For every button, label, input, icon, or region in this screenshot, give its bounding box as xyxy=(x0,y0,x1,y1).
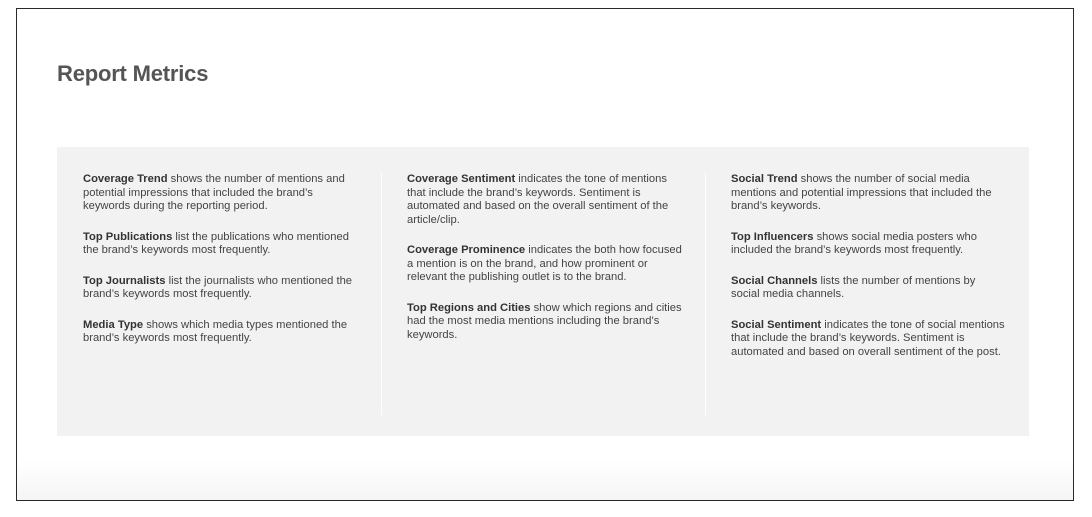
metric-social-trend xyxy=(731,173,1007,214)
metric-description: indicates the both how focused a mention is on the brand, and how prominent or relevant the publishing outlet is to the brand. xyxy=(407,244,682,283)
metrics-column-social xyxy=(705,147,1029,436)
metric-description: indicates the tone of social mentions that include the brand’s keywords. Sentiment is automated and based on overall sentiment of the post. xyxy=(731,318,1005,358)
metric-coverage-trend xyxy=(83,173,359,214)
bottom-shadow xyxy=(17,460,1073,500)
metric-description: shows the number of mentions and potential impressions that included the brand’s keywords during the reporting period. xyxy=(83,173,345,212)
metric-top-influencers xyxy=(731,231,1007,258)
metric-description: list the publications who mentioned the brand’s keywords most frequently. xyxy=(83,230,349,256)
metric-term: Coverage Trend xyxy=(83,173,168,185)
metric-description: lists the number of mentions by social media channels. xyxy=(731,274,976,300)
metric-description: shows social media posters who included the brand’s keywords most frequently. xyxy=(731,230,978,256)
metric-media-type xyxy=(83,319,359,346)
metric-social-sentiment xyxy=(731,319,1007,360)
metric-coverage-sentiment xyxy=(407,173,683,227)
metric-description: indicates the tone of mentions that include the brand’s keywords. Sentiment is automated and based on the overall sentiment of the article/clip. xyxy=(407,173,669,226)
metric-top-publications xyxy=(83,231,359,258)
metric-term: Coverage Sentiment xyxy=(407,173,516,185)
metric-term: Media Type xyxy=(83,318,144,331)
metric-coverage-prominence xyxy=(407,244,683,285)
metric-term: Top Regions and Cities xyxy=(407,301,531,314)
metric-description: show which regions and cities had the most media mentions including the brand’s keywords. xyxy=(407,301,682,341)
metric-term: Social Sentiment xyxy=(731,318,822,331)
metric-term: Social Channels xyxy=(731,274,818,287)
metric-term: Coverage Prominence xyxy=(407,244,526,256)
metric-description: shows which media types mentioned the brand’s keywords most frequently. xyxy=(83,318,348,344)
metrics-column-coverage xyxy=(57,147,381,436)
metric-top-regions-cities xyxy=(407,302,683,343)
metric-term: Social Trend xyxy=(731,173,798,185)
metrics-column-sentiment xyxy=(381,147,705,436)
metrics-panel xyxy=(57,147,1029,436)
metric-description: shows the number of social media mentions and potential impressions that included the brand’s keywords. xyxy=(731,173,992,212)
metric-social-channels xyxy=(731,275,1007,302)
metric-term: Top Journalists xyxy=(83,274,166,287)
metric-term: Top Publications xyxy=(83,230,173,243)
page-title: Report Metrics xyxy=(57,61,209,86)
metric-term: Top Influencers xyxy=(731,230,814,243)
metric-top-journalists xyxy=(83,275,359,302)
metric-description: list the journalists who mentioned the brand’s keywords most frequently. xyxy=(83,274,353,300)
slide xyxy=(16,8,1074,501)
